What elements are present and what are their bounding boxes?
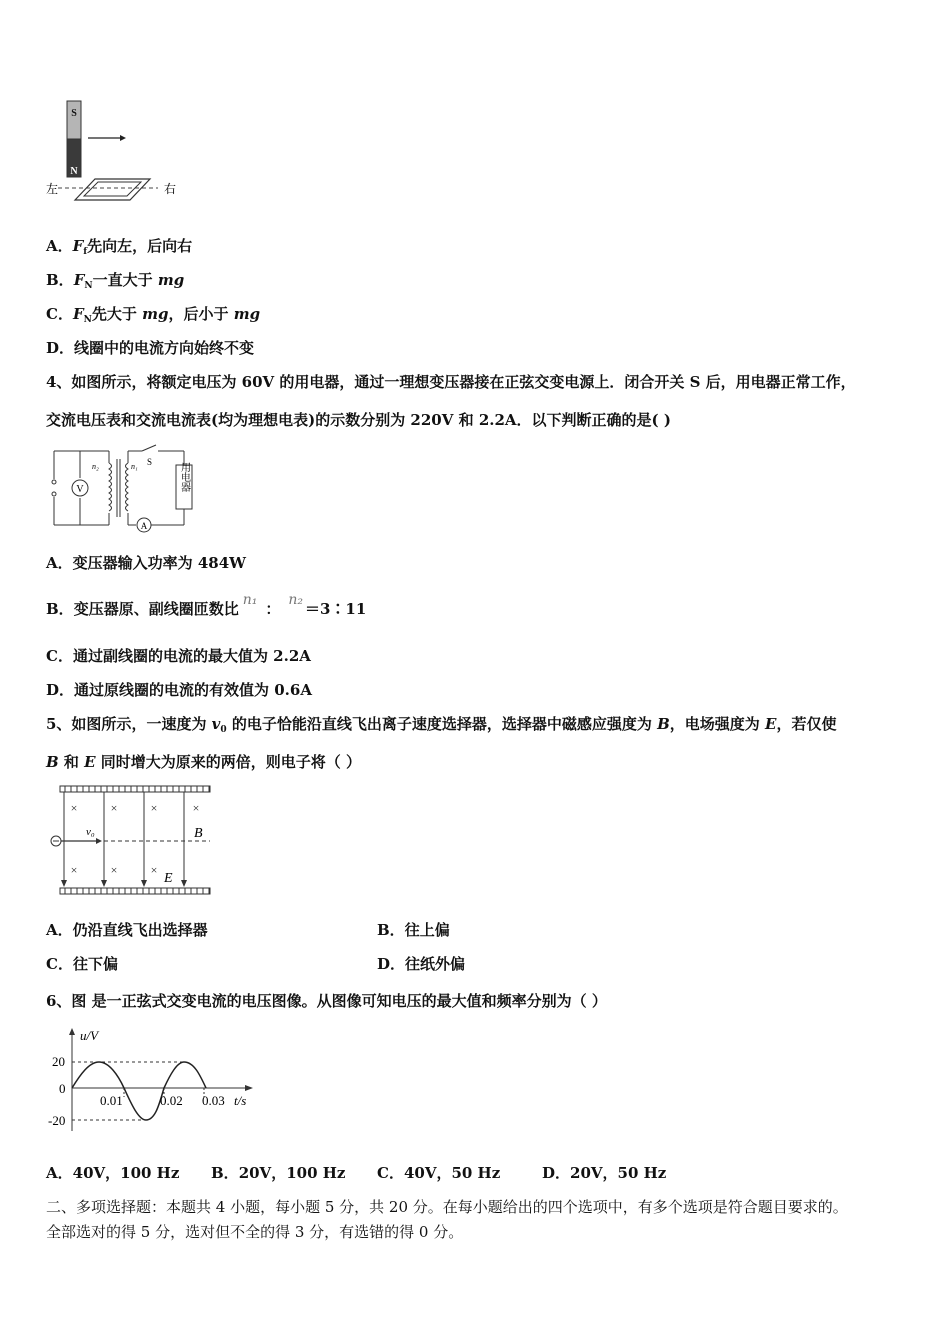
load-label: 用电器	[178, 462, 190, 492]
velocity-arrowhead	[96, 838, 102, 844]
v0-symbol: v	[211, 715, 221, 733]
option-text: 40V，50 Hz	[403, 1164, 501, 1182]
q6-option-c[interactable]	[377, 1163, 500, 1183]
q5-stem-line2	[46, 752, 361, 772]
q5-option-c[interactable]	[46, 954, 118, 974]
source-terminal	[52, 480, 56, 484]
q6-stem: 6、图 是一正弦式交变电流的电压图像。从图像可知电压的最大值和频率分别为（ ）	[46, 992, 607, 1010]
option-letter: B．	[46, 271, 74, 289]
primary-coil	[109, 463, 112, 511]
q4-option-d[interactable]	[46, 680, 312, 700]
section2-heading-line2: 全部选对的得 5 分，选对但不全的得 3 分，有选错的得 0 分。	[46, 1223, 464, 1241]
stem-text: 同时增大为原来的两倍，则电子将（ ）	[95, 753, 362, 771]
section2-heading-line1: 二、多项选择题：本题共 4 小题，每小题 5 分，共 20 分。在每小题给出的四个选项中，有多个选项是符合题目要求的。	[46, 1198, 848, 1216]
q5-option-d[interactable]	[377, 954, 465, 974]
source-terminal	[52, 492, 56, 496]
n1-fraction: n₁	[242, 592, 258, 608]
option-text: 往下偏	[72, 955, 118, 973]
q4-option-b[interactable]	[46, 592, 367, 620]
sine-curve	[72, 1062, 206, 1120]
y-tick-20: 20	[52, 1054, 65, 1069]
e-symbol: E	[765, 715, 777, 733]
q4-stem-line1: 4、如图所示，将额定电压为 60V 的用电器，通过一理想变压器接在正弦交变电源上．闭合开关 S 后，用电器正常工作，	[46, 373, 856, 391]
motion-arrow-head	[120, 135, 126, 141]
ratio-value: ＝3∶11	[305, 600, 367, 618]
option-text: 通过副线圈的电流的最大值为 2.2A	[72, 647, 311, 665]
svg-text:×: ×	[70, 801, 78, 815]
x-tick-0-01: 0.01	[100, 1093, 123, 1108]
magnetic-field-crosses	[71, 801, 200, 877]
n1-label: n₁	[131, 462, 138, 471]
option-text: 20V，50 Hz	[570, 1164, 667, 1182]
ratio-colon: ：	[265, 600, 281, 618]
option-letter: D．	[46, 339, 75, 357]
q3-option-d[interactable]	[46, 338, 254, 358]
option-letter: A．	[46, 237, 73, 255]
bottom-plate	[60, 888, 210, 894]
stem-text: 和	[58, 753, 85, 771]
option-letter: D．	[542, 1164, 571, 1182]
transformer-circuit-figure	[44, 443, 204, 533]
secondary-coil	[126, 463, 129, 511]
n2-fraction: n₂	[288, 592, 303, 608]
option-text: ，后小于	[168, 305, 229, 323]
x-tick-0-03: 0.03	[202, 1093, 225, 1108]
top-plate	[60, 786, 210, 792]
left-label: 左	[45, 182, 59, 196]
b-label: B	[194, 826, 203, 841]
right-label: 右	[163, 182, 177, 196]
x-axis-label: t/s	[234, 1093, 247, 1108]
q4-stem-line2: 交流电压表和交流电流表(均为理想电表)的示数分别为 220V 和 2.2A．以下判断正确的是( )	[46, 411, 671, 429]
e-label: E	[164, 871, 173, 886]
svg-text:×: ×	[110, 801, 118, 815]
option-letter: D．	[377, 955, 406, 973]
option-letter: C．	[46, 647, 73, 665]
q3-option-c[interactable]	[46, 304, 260, 330]
q5-stem-line1	[46, 714, 836, 740]
q3-option-a[interactable]	[46, 236, 192, 262]
x-tick-0-02: 0.02	[160, 1093, 183, 1108]
option-letter: C．	[46, 305, 73, 323]
y-axis-label: u/V	[80, 1028, 99, 1043]
x-axis-arrowhead	[245, 1085, 253, 1091]
option-text: 往纸外偏	[405, 955, 466, 973]
v0-subscript: 0	[220, 725, 227, 735]
option-letter: B．	[211, 1164, 239, 1182]
q6-option-b[interactable]	[211, 1163, 345, 1183]
option-text: 仍沿直线飞出选择器	[72, 921, 208, 939]
svg-text:×: ×	[150, 801, 158, 815]
q6-option-d[interactable]	[542, 1163, 666, 1183]
force-symbol: F	[72, 237, 84, 255]
option-text: 40V，100 Hz	[72, 1164, 180, 1182]
mg-symbol: mg	[157, 271, 185, 289]
q3-option-b[interactable]	[46, 270, 184, 296]
stem-text: 的电子恰能沿直线飞出离子速度选择器，选择器中磁感应强度为	[226, 715, 658, 733]
mg-symbol: mg	[233, 305, 261, 323]
n2-label: n₂	[92, 462, 99, 471]
option-letter: A．	[46, 921, 73, 939]
option-letter: B．	[46, 600, 74, 618]
b-symbol: B	[46, 753, 59, 771]
option-text: 一直大于	[92, 271, 153, 289]
b-symbol: B	[657, 715, 670, 733]
v0-label: v₀	[86, 826, 95, 838]
magnet-n-label: N	[70, 166, 78, 177]
option-text: 变压器输入功率为 484W	[72, 554, 247, 572]
force-subscript: N	[83, 315, 92, 325]
force-subscript: N	[84, 281, 93, 291]
q5-option-b[interactable]	[377, 920, 450, 940]
option-text: 先大于	[91, 305, 137, 323]
magnet-s-pole	[67, 101, 81, 139]
option-text: 先向左，后向右	[87, 237, 193, 255]
y-tick-0: 0	[59, 1081, 66, 1096]
option-letter: A．	[46, 554, 73, 572]
voltmeter-label: V	[76, 484, 84, 495]
option-text: 通过原线圈的电流的有效值为 0.6A	[74, 681, 312, 699]
option-letter: C．	[46, 955, 73, 973]
q5-option-a[interactable]	[46, 920, 208, 940]
velocity-selector-figure	[44, 784, 219, 899]
q6-option-a[interactable]	[46, 1163, 179, 1183]
e-symbol: E	[84, 753, 96, 771]
svg-text:×: ×	[150, 863, 158, 877]
magnet-s-label: S	[71, 108, 77, 119]
stem-text: ，若仅使	[776, 715, 837, 733]
option-text: 20V，100 Hz	[238, 1164, 346, 1182]
coil-inner	[84, 182, 141, 196]
svg-text:×: ×	[192, 801, 200, 815]
force-symbol: F	[73, 271, 85, 289]
force-subscript: f	[83, 247, 88, 257]
option-text: 变压器原、副线圈匝数比	[73, 600, 239, 618]
option-letter: C．	[377, 1164, 404, 1182]
switch-label: S	[147, 457, 153, 467]
option-letter: B．	[377, 921, 405, 939]
option-text: 往上偏	[404, 921, 450, 939]
y-axis-arrowhead	[69, 1028, 75, 1035]
option-letter: D．	[46, 681, 75, 699]
stem-text: 5、如图所示，一速度为	[46, 715, 212, 733]
y-tick-minus-20: -20	[48, 1113, 66, 1128]
svg-text:×: ×	[70, 863, 78, 877]
svg-text:×: ×	[110, 863, 118, 877]
mg-symbol: mg	[142, 305, 169, 323]
option-text: 线圈中的电流方向始终不变	[74, 339, 255, 357]
ammeter-label: A	[140, 521, 148, 531]
magnet-coil-figure	[40, 95, 190, 205]
option-letter: A．	[46, 1164, 73, 1182]
q4-option-c[interactable]	[46, 646, 311, 666]
force-symbol: F	[72, 305, 84, 323]
stem-text: ，电场强度为	[669, 715, 766, 733]
q4-option-a[interactable]	[46, 553, 246, 573]
switch-blade	[142, 445, 156, 451]
voltage-graph-figure	[44, 1025, 259, 1135]
